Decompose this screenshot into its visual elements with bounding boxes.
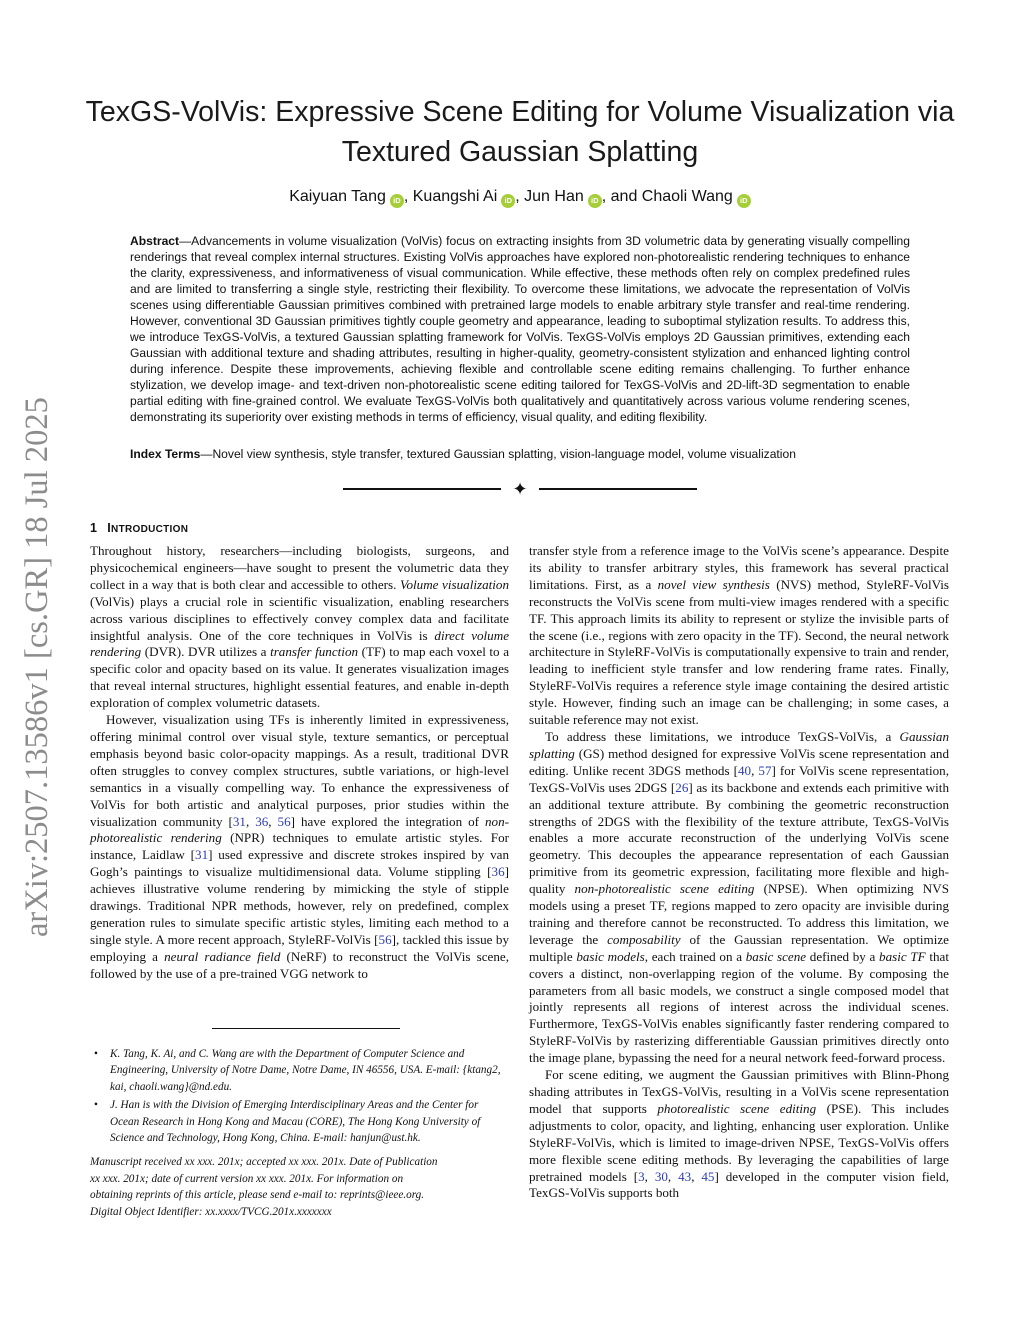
emphasis-term: basic models (576, 948, 645, 964)
body-text: (NVS) method, StyleRF-VolVis reconstructs the VolVis scene from multi-view images rendered with a specific TF. This approach limits its ability to represent or stylize the invisible parts of the scene (i.e., regions with zero opacity in the TF). Second, the neural network architecture in StyleRF-VolVis is computationally expensive to train and render, leading to inefficient style transfer and low rendering frame rates. Finally, StyleRF-VolVis requires a reference style image containing the desired artistic style. However, finding such an image can be challenging; in some cases, a suitable reference may not exist. (529, 576, 949, 728)
abstract-text: Advancements in volume visualization (VolVis) focus on extracting insights from 3D volumetric data by generating visually compelling renderings that reveal complex internal structures. Existing VolVis approaches have explored non-photorealistic rendering techniques to enhance the clarity, expressiveness, and informativeness of visual communication. While effective, these methods often rely on complex predefined rules and are limited to transferring a single style, restricting their flexibility. To overcome these limitations, we advocate the representation of VolVis scenes using differentiable Gaussian primitives combined with pretrained large models to enable arbitrary style transfer and real-time rendering. However, conventional 3D Gaussian primitives tightly couple geometry and appearance, leading to suboptimal stylization results. To address this, we introduce TexGS-VolVis, a textured Gaussian splatting framework for VolVis. TexGS-VolVis employs 2D Gaussian primitives, extending each Gaussian with additional texture and shading attributes, resulting in higher-quality, geometry-consistent stylization and enhanced lighting control during inference. Despite these improvements, achieving flexible and controllable scene editing remains challenging. To further enhance stylization, we develop image- and text-driven non-photorealistic scene editing tailored for TexGS-VolVis and 2D-lift-3D segmentation to enable partial editing with fine-grained control. We evaluate TexGS-VolVis both qualitatively and quantitatively across various volume rendering scenes, demonstrating its superiority over existing methods in terms of efficiency, visual quality, and editing flexibility. (130, 234, 910, 424)
body-paragraph (529, 543, 949, 729)
citation-link[interactable]: 56 (378, 931, 392, 947)
body-text: transfer style from a reference image to the VolVis scene’s appearance. Despite its ability to transfer arbitrary styles, this framework has several practical limitations. First, as a (529, 543, 949, 592)
citation-link[interactable]: 45 (701, 1168, 715, 1184)
author-name: Kaiyuan Tang (289, 188, 386, 205)
manuscript-info (90, 1154, 509, 1220)
author-separator: , and (601, 188, 642, 205)
citation-link[interactable]: 30 (654, 1168, 668, 1184)
citation-link[interactable]: 36 (491, 864, 505, 880)
author-separator: , (515, 188, 525, 205)
section-title (107, 521, 188, 535)
author-name: Jun Han (524, 188, 584, 205)
body-text: ] have explored the integration of (290, 813, 485, 829)
emphasis-term: basic scene (745, 948, 807, 964)
emphasis-term: composability (607, 931, 681, 947)
emphasis-term: non-photorealistic scene editing (574, 881, 755, 897)
author-name: Chaoli Wang (641, 188, 733, 205)
citation-link[interactable]: 26 (675, 779, 689, 795)
body-text: For scene editing, we augment the Gaussian primitives with Blinn-Phong shading attributes in TexGS-VolVis, resulting in a VolVis scene representation model that supports (529, 1067, 949, 1116)
footnotes (90, 1046, 509, 1220)
body-text: However, visualization using TFs is inherently limited in expressiveness, offering minimal control over visual style, texture semantics, or perceptual emphasis beyond basic color-opacity mappings. As a result, traditional DVR often struggles to convey complex structures, subtle variations, or high-level semantics in a visually compelling way. To enhance the expressiveness of VolVis for both artistic and analytical purposes, prior studies within the visualization community [ (90, 712, 509, 829)
citation-link[interactable]: 57 (758, 762, 772, 778)
footnote-item (90, 1046, 509, 1095)
orcid-icon[interactable]: iD (501, 194, 515, 208)
title-line-2: Textured Gaussian Splatting (341, 136, 699, 168)
body-text: (NPSE). When optimizing NVS models using a preset TF, regions mapped to zero opacity are invisible during training and therefore cannot be reconstructed. To address this limitation, we leverage the (529, 881, 949, 947)
section-number: 1 (90, 521, 98, 535)
body-text: (NPR) techniques to emulate artistic styles. For instance, Laidlaw [ (90, 830, 509, 863)
emphasis-term: Gaussian splatting (529, 728, 949, 761)
separator-rule-left (343, 488, 501, 490)
section-title-initial: I (107, 521, 112, 535)
index-terms-dash: — (200, 447, 213, 461)
diamond-star-icon: ✦ (512, 479, 528, 499)
section-title-rest: NTRODUCTION (111, 524, 189, 535)
body-text: , (245, 813, 256, 829)
body-text: (PSE). This includes adjustments to color, opacity, and lighting, enhancing user exploration. Unlike StyleRF-VolVis, which is limited to image-driven NPSE, TexGS-VolVis offers more flexible scene editing methods. By leveraging the capabilities of large pretrained models [ (529, 1100, 949, 1184)
body-text: of the Gaussian representation. We optimize multiple (529, 931, 949, 964)
body-text: To address these limitations, we introduce TexGS-VolVis, a (545, 728, 900, 744)
body-paragraph (90, 543, 509, 712)
orcid-icon[interactable]: iD (390, 194, 404, 208)
footnote-text: K. Tang, K. Ai, and C. Wang are with the Department of Computer Science and Engineering, University of Notre Dame, Notre Dame, IN 46556, USA. E-mail: {ktang2, kai, chaoli.wang}@nd.edu. (110, 1048, 501, 1093)
emphasis-term: non-photorealistic rendering (90, 813, 509, 846)
author-separator: , (403, 188, 413, 205)
index-terms-text: Novel view synthesis, style transfer, textured Gaussian splatting, vision-language model, volume visualization (212, 447, 796, 461)
body-text: , (691, 1168, 702, 1184)
citation-link[interactable]: 3 (638, 1168, 645, 1184)
manuscript-line: Digital Object Identifier: xx.xxxx/TVCG.201x.xxxxxxx (90, 1205, 332, 1218)
separator-rule-right (539, 488, 697, 490)
orcid-icon[interactable]: iD (588, 194, 602, 208)
body-text: (VolVis) plays a crucial role in scientific visualization, enabling researchers across various disciplines to effectively convey complex data and facilitate insightful analysis. One of the core techniques in VolVis is (90, 593, 509, 643)
emphasis-term: photorealistic scene editing (657, 1100, 817, 1116)
body-text: (GS) method designed for expressive VolVis scene representation and editing. Unlike recent 3DGS methods [ (529, 745, 949, 778)
citation-link[interactable]: 36 (255, 813, 269, 829)
body-column-left (90, 543, 509, 983)
abstract (130, 233, 910, 425)
body-paragraph (529, 729, 949, 1067)
footnote-item (90, 1097, 509, 1146)
body-paragraph (90, 712, 509, 983)
orcid-icon[interactable]: iD (737, 194, 751, 208)
manuscript-line: obtaining reprints of this article, please send e-mail to: reprints@ieee.org. (90, 1189, 425, 1202)
section-heading (90, 520, 490, 538)
citation-link[interactable]: 31 (195, 847, 209, 863)
arxiv-identifier: arXiv:2507.13586v1 [cs.GR] 18 Jul 2025 (19, 397, 55, 938)
body-text: , (644, 1168, 655, 1184)
body-text: ] achieves illustrative volume rendering by mimicking the style of stipple drawings. Traditional NPR methods, however, rely on predefined, complex generation rules to simulate specific artistic styles, limiting each method to a single style. A more recent approach, StyleRF-VolVis [ (90, 864, 509, 947)
section-separator (340, 478, 700, 500)
body-text: , each trained on a (644, 948, 746, 964)
citation-link[interactable]: 56 (277, 813, 291, 829)
manuscript-line: xx xxx. 201x; date of current version xx xxx. 201x. For information on (90, 1172, 404, 1185)
abstract-label: Abstract (130, 234, 180, 248)
manuscript-line: Manuscript received xx xxx. 201x; accepted xx xxx. 201x. Date of Publication (90, 1156, 438, 1169)
emphasis-term: Volume visualization (399, 576, 509, 592)
footnote-rule (212, 1028, 400, 1029)
abstract-dash: — (179, 234, 192, 248)
emphasis-term: transfer function (270, 644, 359, 660)
body-text: ], tackled this issue by employing a (90, 931, 509, 964)
body-text: ] developed in the computer vision field, TexGS-VolVis supports both (529, 1168, 950, 1201)
footnote-bullet: • (94, 1048, 98, 1060)
footnote-text: J. Han is with the Division of Emerging Interdisciplinary Areas and the Center for Ocean Research in Hong Kong and Macau (CORE), The Hong Kong University of Science and Technology, Hong Kong, China. E-mail: hanjun@ust.hk. (110, 1099, 481, 1145)
citation-link[interactable]: 31 (232, 813, 246, 829)
body-text: , (268, 813, 278, 829)
body-text: that covers a distinct, non-overlapping region of the volume. By composing the parameters from all basic models, we construct a single composed model that jointly represents all regions of interest across the individual scenes. Furthermore, TexGS-VolVis enables significantly faster rendering compared to StyleRF-VolVis by rasterizing differentiable Gaussian primitives directly onto the image plane, bypassing the need for a neural network feed-forward process. (529, 948, 949, 1066)
body-text: (TF) to map each voxel to a specific color and opacity based on its value. It generates visualization images that reveal internal structures, highlight essential features, and enable in-depth exploration of complex volumetric datasets. (90, 644, 510, 711)
body-text: (DVR). DVR utilizes a (141, 644, 271, 660)
title-line-1: TexGS-VolVis: Expressive Scene Editing for Volume Visualization via (85, 96, 955, 128)
body-paragraph (529, 1067, 949, 1202)
emphasis-term: direct volume rendering (90, 627, 510, 660)
index-terms-label: Index Terms (130, 447, 201, 461)
citation-link[interactable]: 40 (738, 762, 752, 778)
emphasis-term: neural radiance field (164, 948, 281, 964)
emphasis-term: novel view synthesis (657, 576, 770, 592)
footnote-bullet: • (94, 1099, 98, 1112)
body-text: ] used expressive and discrete strokes inspired by van Gogh’s paintings to visualize multidimensional data. Volume stippling [ (90, 847, 509, 880)
citation-link[interactable]: 43 (678, 1168, 692, 1184)
body-text: ] as its backbone and extends each primitive with an additional texture attribute. By combining the geometric reconstruction strengths of 2DGS with the flexibility of the texture attribute, TexGS-VolVis enables a more accurate reconstruction of the underlying VolVis scene geometry. This decouples the appearance representation of each Gaussian primitive from its geometric expression, facilitating more flexible and high-quality (529, 779, 949, 897)
body-column-right (529, 543, 949, 1202)
body-text: Throughout history, researchers—including biologists, surgeons, and physicochemical engineers—have sought to present the volumetric data they collect in a way that is both clear and accessible to others. (90, 543, 509, 592)
body-text: defined by a (806, 948, 880, 964)
body-text: , (667, 1168, 679, 1184)
author-list (150, 186, 890, 208)
body-text: (NeRF) to reconstruct the VolVis scene, followed by the use of a pre-trained VGG network to (90, 948, 509, 981)
body-text: , (751, 762, 759, 778)
index-terms (130, 446, 910, 462)
emphasis-term: basic TF (879, 948, 926, 964)
body-text: ] for VolVis scene representation, TexGS-VolVis uses 2DGS [ (529, 762, 949, 795)
paper-title (70, 92, 970, 172)
author-name: Kuangshi Ai (412, 188, 498, 205)
